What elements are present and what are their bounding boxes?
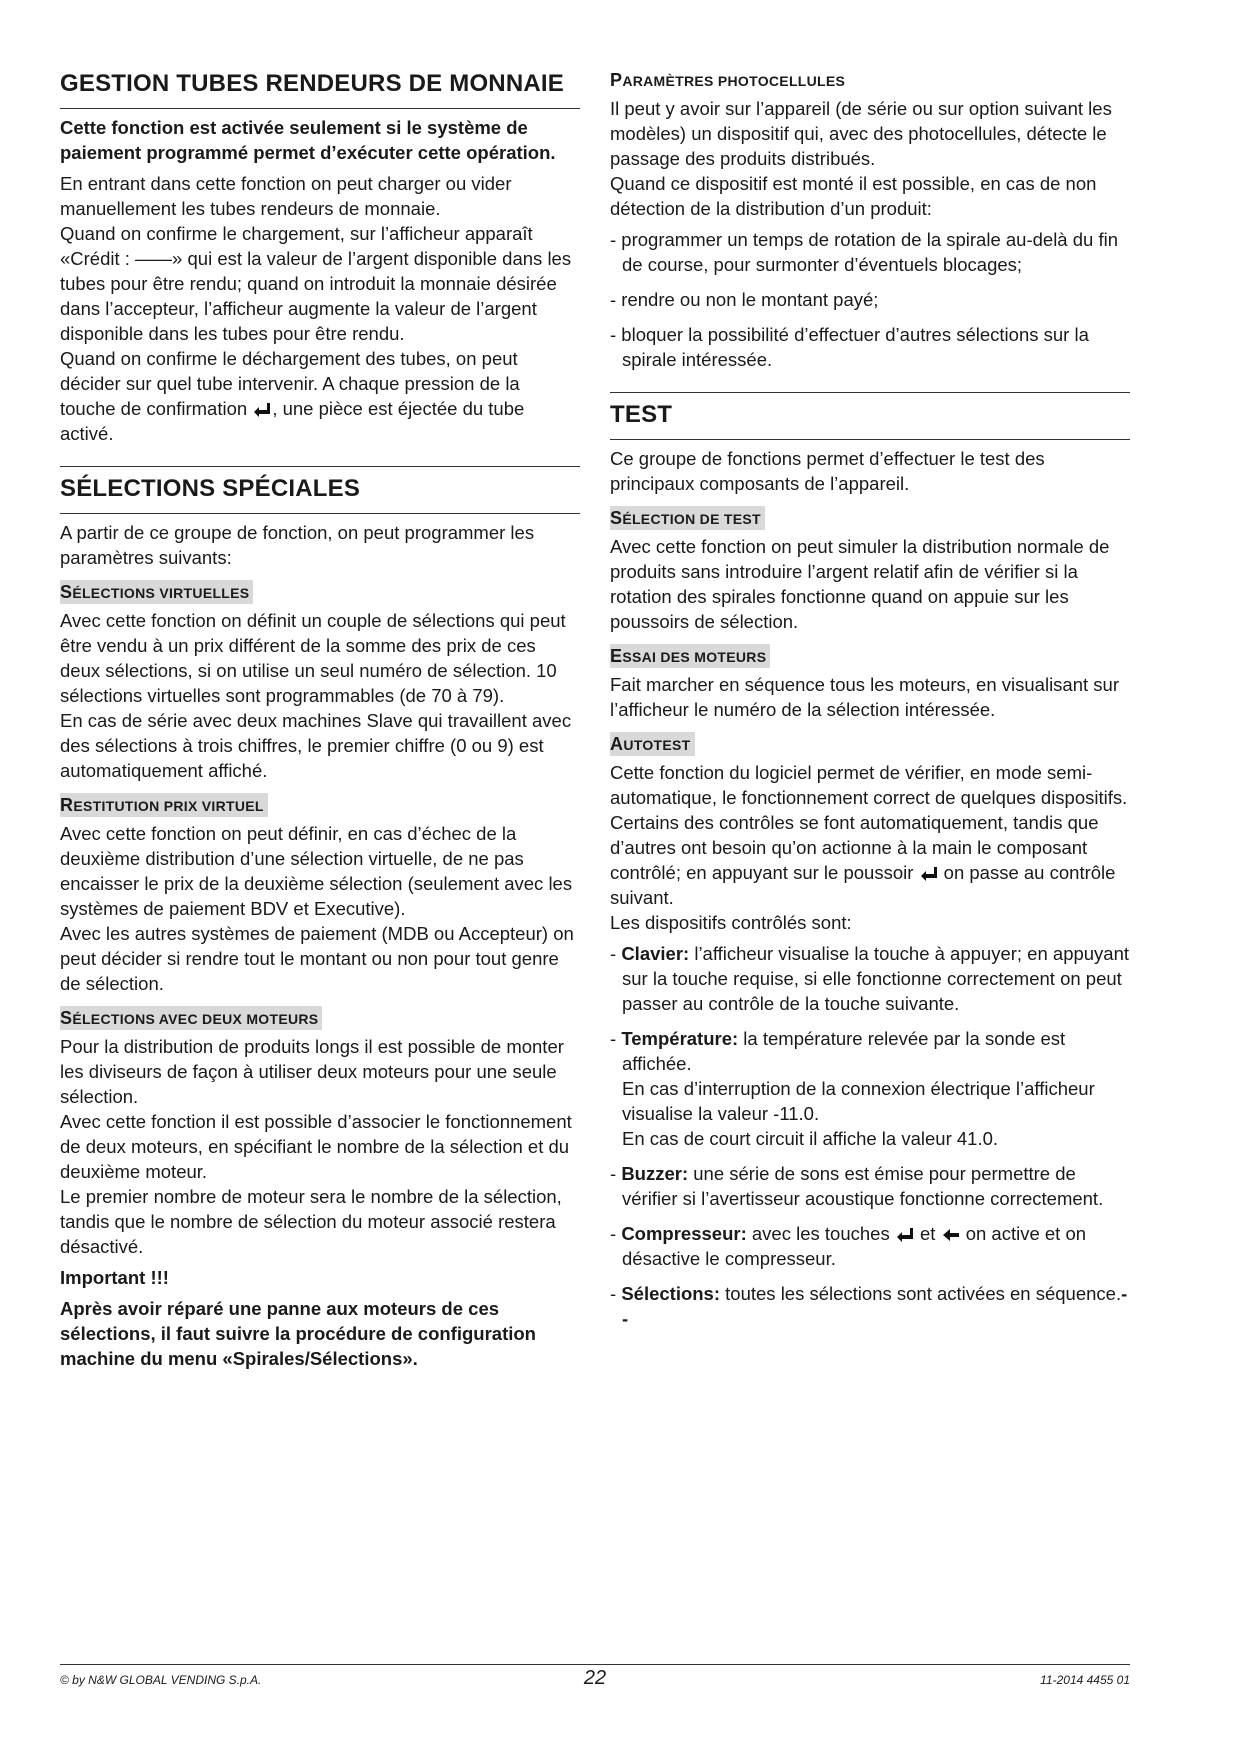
restitution-paragraph-1: Avec cette fonction on peut définir, en cas d’échec de la deuxième distribution d’une sélection virtuelle, de ne pas encaisser le prix de la deuxième sélection (seulement avec les systèmes de paiement BDV et Executive). <box>60 823 573 919</box>
gestion-paragraph-2: Quand on confirme le chargement, sur l’afficheur apparaît «Crédit : ——» qui est la valeur de l’argent disponible dans les tubes pour être rendu; quand on introduit la monnaie désirée dans l’accepteur, l’afficheur augmente la valeur de l’argent disponible dans les tubes pour être rendu. <box>60 223 572 344</box>
autotest-paragraph-1: Cette fonction du logiciel permet de vérifier, en mode semi-automatique, le fonctionnement correct de quelques dispositifs. <box>610 762 1128 808</box>
restitution-paragraph-2: Avec les autres systèmes de paiement (MDB ou Accepteur) on peut décider si rendre tout le montant ou non pour tout genre de sélection. <box>60 923 574 994</box>
list-item: - programmer un temps de rotation de la spirale au-delà du fin de course, pour surmonter d’éventuels blocages; <box>610 229 1118 275</box>
test-intro: Ce groupe de fonctions permet d’effectuer le test des principaux composants de l’appareil. <box>610 448 1045 494</box>
enter-key-icon <box>919 865 939 883</box>
important-text: Après avoir réparé une panne aux moteurs de ces sélections, il faut suivre la procédure de configuration machine du menu «Spirales/Sélections». <box>60 1298 536 1369</box>
page-number: 22 <box>583 1667 607 1689</box>
deux-moteurs-paragraph-3: Le premier nombre de moteur sera le nombre de la sélection, tandis que le nombre de sélection du moteur associé restera désactivé. <box>60 1186 562 1257</box>
section-title-test: TEST <box>610 392 1130 440</box>
autotest-list <box>610 941 1130 1331</box>
back-arrow-key-icon <box>941 1226 961 1244</box>
subtitle-photocellules: PARAMÈTRES PHOTOCELLULES <box>610 70 846 90</box>
deux-moteurs-paragraph-1: Pour la distribution de produits longs il est possible de monter les diviseurs de façon à utiliser deux moteurs pour une seule sélection. <box>60 1036 564 1107</box>
subtitle-selections-virtuelles: SÉLECTIONS VIRTUELLES <box>60 580 253 604</box>
gestion-intro: Cette fonction est activée seulement si le système de paiement programmé permet d’exécuter cette opération. <box>60 117 556 163</box>
gestion-paragraph-1: En entrant dans cette fonction on peut charger ou vider manuellement les tubes rendeurs de monnaie. <box>60 173 512 219</box>
virtuelles-paragraph-1: Avec cette fonction on définit un couple de sélections qui peut être vendu à un prix différent de la somme des prix de ces deux sélections, si on utilise un seul numéro de sélection. 10 sélections virtuelles sont programmables (de 70 à 79). <box>60 610 566 706</box>
document-reference: 11-2014 4455 01 <box>1040 1673 1130 1687</box>
copyright: © by N&W GLOBAL VENDING S.p.A. <box>60 1673 262 1687</box>
list-item: - rendre ou non le montant payé; <box>610 289 879 310</box>
list-item-buzzer: - Buzzer: une série de sons est émise pour permettre de vérifier si l’avertisseur acoustique fonctionne correctement. <box>610 1163 1104 1209</box>
subtitle-essai-moteurs: ESSAI DES MOTEURS <box>610 644 770 668</box>
virtuelles-paragraph-2: En cas de série avec deux machines Slave qui travaillent avec des sélections à trois chiffres, le premier chiffre (0 ou 9) est automatiquement affiché. <box>60 710 572 781</box>
page-footer <box>60 1664 1130 1695</box>
photo-paragraph-1: Il peut y avoir sur l’appareil (de série ou sur option suivant les modèles) un dispositif qui, avec des photocellules, détecte le passage des produits distribués. <box>610 98 1112 169</box>
list-item: - bloquer la possibilité d’effectuer d’autres sélections sur la spirale intéressée. <box>610 324 1089 370</box>
list-item-compresseur: - Compresseur: avec les touches et on active et on désactive le compresseur. <box>610 1223 1087 1269</box>
enter-key-icon <box>252 401 272 419</box>
subtitle-deux-moteurs: SÉLECTIONS AVEC DEUX MOTEURS <box>60 1006 322 1030</box>
left-column <box>60 62 580 1377</box>
subtitle-selection-de-test: SÉLECTION DE TEST <box>610 506 765 530</box>
list-item-temperature: - Température: la température relevée par la sonde est affichée. En cas d’interruption de la connexion électrique l’afficheur visualise la valeur -11.0. En cas de court circuit il affiche la valeur 41.0. <box>610 1028 1095 1149</box>
photo-paragraph-2: Quand ce dispositif est monté il est possible, en cas de non détection de la distribution d’un produit: <box>610 173 1097 219</box>
gestion-paragraph-3: Quand on confirme le déchargement des tubes, on peut décider sur quel tube intervenir. A chaque pression de la touche de confirmation , une pièce est éjectée du tube activé. <box>60 348 525 444</box>
deux-moteurs-paragraph-2: Avec cette fonction il est possible d’associer le fonctionnement de deux moteurs, en spécifiant le nombre de la sélection et du deuxième moteur. <box>60 1111 572 1182</box>
autotest-paragraph-3: Les dispositifs contrôlés sont: <box>610 912 852 933</box>
photo-list <box>610 227 1130 372</box>
list-item-clavier: - Clavier: l’afficheur visualise la touche à appuyer; en appuyant sur la touche requise, si elle fonctionne correctement on peut passer au contrôle de la touche suivante. <box>610 943 1130 1014</box>
list-item-selections: - Sélections: toutes les sélections sont activées en séquence.- - <box>610 1283 1128 1329</box>
subtitle-autotest: AUTOTEST <box>610 732 695 756</box>
subtitle-restitution: RESTITUTION PRIX VIRTUEL <box>60 793 268 817</box>
enter-key-icon <box>895 1226 915 1244</box>
section-title-gestion: GESTION TUBES RENDEURS DE MONNAIE <box>60 62 580 109</box>
selections-intro: A partir de ce groupe de fonction, on peut programmer les paramètres suivants: <box>60 522 535 568</box>
autotest-paragraph-2: Certains des contrôles se font automatiquement, tandis que d’autres ont besoin qu’on actionne à la main le composant contrôlé; en appuyant sur le poussoir on passe au contrôle suivant. <box>610 812 1116 908</box>
right-column <box>610 62 1130 1341</box>
selection-test-paragraph: Avec cette fonction on peut simuler la distribution normale de produits sans introduire l’argent relatif afin de vérifier si la rotation des spirales fonctionne quand on appuie sur les poussoirs de sélection. <box>610 536 1110 632</box>
essai-paragraph: Fait marcher en séquence tous les moteurs, en visualisant sur l’afficheur le numéro de la sélection intéressée. <box>610 674 1119 720</box>
important-label: Important !!! <box>60 1267 169 1288</box>
section-title-selections: SÉLECTIONS SPÉCIALES <box>60 466 580 514</box>
